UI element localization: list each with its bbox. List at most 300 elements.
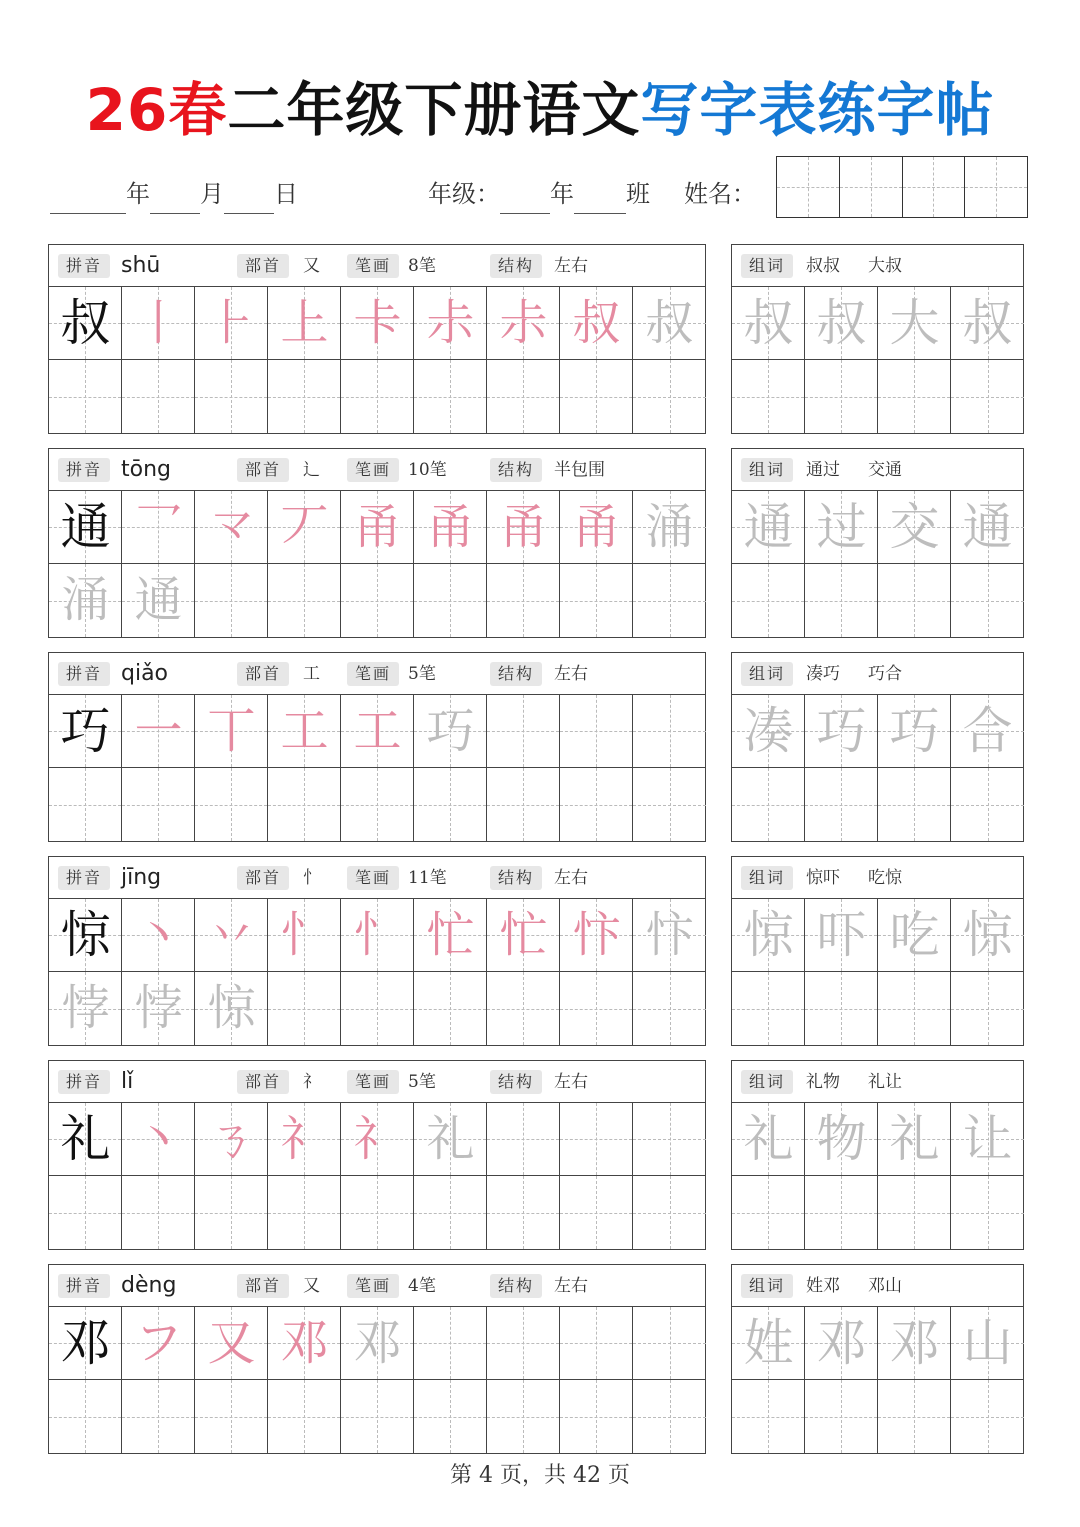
practice-cell[interactable] xyxy=(341,287,414,360)
char-panel xyxy=(48,1060,706,1250)
month-blank[interactable] xyxy=(150,183,200,214)
word-cell[interactable] xyxy=(951,1103,1024,1176)
practice-cell[interactable] xyxy=(487,360,560,433)
radical-label: 部首 xyxy=(237,1274,289,1298)
practice-cell[interactable] xyxy=(633,899,706,972)
word-cell[interactable] xyxy=(732,564,805,637)
stroke-step-character: 甬 xyxy=(426,499,475,555)
practice-cell[interactable] xyxy=(414,1307,487,1380)
stroke-step-character: 涌 xyxy=(645,499,694,555)
practice-cell[interactable] xyxy=(414,695,487,768)
trace-character: 吓 xyxy=(816,906,867,964)
trace-character: 山 xyxy=(962,1314,1013,1372)
stroke-step-character: 丶 xyxy=(134,907,183,963)
word-cell[interactable] xyxy=(732,899,805,972)
structure-value: 左右 xyxy=(554,1276,588,1296)
word-cell[interactable] xyxy=(878,491,951,564)
practice-cell[interactable] xyxy=(633,1380,706,1453)
strokes-value: 11笔 xyxy=(408,868,447,888)
word-cell[interactable] xyxy=(805,972,878,1045)
practice-cell[interactable] xyxy=(341,491,414,564)
word-cell[interactable] xyxy=(878,287,951,360)
name-cell[interactable] xyxy=(965,157,1027,217)
practice-cell[interactable] xyxy=(560,899,633,972)
words-label: 组词 xyxy=(741,254,793,278)
practice-cell[interactable] xyxy=(122,1176,195,1249)
grade-label: 年级： xyxy=(428,180,500,208)
stroke-step-character: 礼 xyxy=(426,1111,475,1167)
practice-cell[interactable] xyxy=(560,1103,633,1176)
practice-cell[interactable] xyxy=(268,1380,341,1453)
practice-cell[interactable] xyxy=(195,972,268,1045)
practice-cell[interactable] xyxy=(268,1307,341,1380)
word-cell[interactable] xyxy=(732,491,805,564)
word-cell[interactable] xyxy=(805,1103,878,1176)
word-cell[interactable] xyxy=(878,360,951,433)
trace-character: 姓 xyxy=(743,1314,794,1372)
practice-cell[interactable] xyxy=(49,695,122,768)
practice-cell[interactable] xyxy=(122,564,195,637)
name-cell[interactable] xyxy=(777,157,840,217)
word-cell[interactable] xyxy=(878,768,951,841)
practice-cell[interactable] xyxy=(487,1103,560,1176)
practice-cell[interactable] xyxy=(49,1103,122,1176)
grade-year-label: 年 xyxy=(550,180,574,208)
word-cell[interactable] xyxy=(951,899,1024,972)
pinyin-value: dèng xyxy=(121,1273,177,1298)
word-cell[interactable] xyxy=(805,899,878,972)
practice-cell[interactable] xyxy=(414,1380,487,1453)
word-cell[interactable] xyxy=(951,287,1024,360)
stroke-step-character: 忙 xyxy=(426,907,475,963)
stroke-step-character: 叔 xyxy=(645,295,694,351)
word-cell[interactable] xyxy=(878,695,951,768)
trace-character: 让 xyxy=(962,1110,1013,1168)
stroke-step-character: 甬 xyxy=(353,499,402,555)
day-blank[interactable] xyxy=(224,183,274,214)
word-2: 礼让 xyxy=(868,1072,902,1092)
word-cell[interactable] xyxy=(732,695,805,768)
words-panel xyxy=(731,1060,1024,1250)
char-panel xyxy=(48,856,706,1046)
char-info-header xyxy=(49,245,705,287)
stroke-step-character: 尗 xyxy=(499,295,548,351)
practice-cell[interactable] xyxy=(414,972,487,1045)
practice-cell[interactable] xyxy=(195,1380,268,1453)
radical-value: 又 xyxy=(303,1276,320,1296)
practice-cell[interactable] xyxy=(414,564,487,637)
grade-year-blank[interactable] xyxy=(500,183,550,214)
strokes-label: 笔画 xyxy=(347,1274,399,1298)
trace-character: 邓 xyxy=(889,1314,940,1372)
practice-cell[interactable] xyxy=(633,1307,706,1380)
stroke-step-character: 丷 xyxy=(207,907,256,963)
year-label: 年 xyxy=(126,180,150,208)
practice-cell[interactable] xyxy=(122,1380,195,1453)
words-header xyxy=(732,245,1023,287)
stroke-step-character: 忄 xyxy=(353,907,402,963)
practice-cell[interactable] xyxy=(49,899,122,972)
structure-value: 左右 xyxy=(554,256,588,276)
trace-character: 叔 xyxy=(816,294,867,352)
stroke-step-character: 丆 xyxy=(280,499,329,555)
title-part-black: 二年级下册语文 xyxy=(227,76,641,144)
practice-cell[interactable] xyxy=(49,564,122,637)
char-info-header xyxy=(49,653,705,695)
stroke-step-character: 又 xyxy=(207,1315,256,1371)
stroke-step-character: ⺊ xyxy=(207,295,256,351)
practice-cell[interactable] xyxy=(487,899,560,972)
word-2: 交通 xyxy=(868,460,902,480)
trace-character: 礼 xyxy=(743,1110,794,1168)
practice-cell[interactable] xyxy=(633,695,706,768)
trace-character: 惊 xyxy=(743,906,794,964)
title-part-blue: 写字表练字帖 xyxy=(640,76,995,144)
structure-value: 半包围 xyxy=(554,460,605,480)
practice-cell[interactable] xyxy=(560,564,633,637)
word-cell[interactable] xyxy=(805,491,878,564)
word-cell[interactable] xyxy=(805,768,878,841)
structure-label: 结构 xyxy=(490,1274,542,1298)
trace-character: 物 xyxy=(816,1110,867,1168)
practice-cell[interactable] xyxy=(268,564,341,637)
name-cell[interactable] xyxy=(903,157,966,217)
practice-cell[interactable] xyxy=(560,768,633,841)
pinyin-value: qiǎo xyxy=(121,661,169,686)
radical-value: 辶 xyxy=(303,460,320,480)
practice-cell[interactable] xyxy=(195,1103,268,1176)
strokes-value: 4笔 xyxy=(408,1276,436,1296)
practice-cell[interactable] xyxy=(560,1380,633,1453)
word-cell[interactable] xyxy=(951,360,1024,433)
words-header xyxy=(732,449,1023,491)
stroke-step-character: 一 xyxy=(134,703,183,759)
practice-cell[interactable] xyxy=(414,899,487,972)
word-cell[interactable] xyxy=(951,564,1024,637)
radical-label: 部首 xyxy=(237,1070,289,1094)
structure-label: 结构 xyxy=(490,662,542,686)
stroke-step-character: ㄋ xyxy=(207,1111,256,1167)
practice-cell[interactable] xyxy=(487,1380,560,1453)
radical-label: 部首 xyxy=(237,254,289,278)
pinyin-label: 拼音 xyxy=(58,254,110,278)
char-panel xyxy=(48,652,706,842)
word-cell[interactable] xyxy=(878,899,951,972)
day-label: 日 xyxy=(274,180,298,208)
words-label: 组词 xyxy=(741,458,793,482)
grade-class-blank[interactable] xyxy=(574,183,626,214)
practice-cell[interactable] xyxy=(560,1176,633,1249)
practice-cell[interactable] xyxy=(414,287,487,360)
trace-character: 叔 xyxy=(743,294,794,352)
structure-label: 结构 xyxy=(490,458,542,482)
word-cell[interactable] xyxy=(951,491,1024,564)
year-blank[interactable] xyxy=(50,183,126,214)
practice-cell[interactable] xyxy=(122,1103,195,1176)
name-label: 姓名： xyxy=(684,180,756,208)
word-cell[interactable] xyxy=(951,1307,1024,1380)
stroke-step-character: 涌 xyxy=(61,572,110,628)
word-2: 大叔 xyxy=(868,256,902,276)
pinyin-value: jīng xyxy=(121,865,162,890)
practice-cell[interactable] xyxy=(49,972,122,1045)
pinyin-label: 拼音 xyxy=(58,866,110,890)
word-cell[interactable] xyxy=(805,360,878,433)
practice-cell[interactable] xyxy=(341,1176,414,1249)
word-cell[interactable] xyxy=(732,1380,805,1453)
practice-cell[interactable] xyxy=(633,564,706,637)
practice-cell[interactable] xyxy=(487,768,560,841)
practice-cell[interactable] xyxy=(341,1307,414,1380)
practice-cell[interactable] xyxy=(414,768,487,841)
trace-character: 邓 xyxy=(816,1314,867,1372)
practice-cell[interactable] xyxy=(122,695,195,768)
practice-cell[interactable] xyxy=(268,1176,341,1249)
practice-cell[interactable] xyxy=(195,695,268,768)
word-cell[interactable] xyxy=(951,972,1024,1045)
strokes-label: 笔画 xyxy=(347,458,399,482)
practice-cell[interactable] xyxy=(560,972,633,1045)
words-header xyxy=(732,653,1023,695)
practice-cell[interactable] xyxy=(122,1307,195,1380)
words-panel xyxy=(731,448,1024,638)
practice-cell[interactable] xyxy=(633,360,706,433)
word-1: 通过 xyxy=(806,460,840,480)
practice-cell[interactable] xyxy=(195,1176,268,1249)
pinyin-value: tōng xyxy=(121,457,171,482)
trace-character: 惊 xyxy=(962,906,1013,964)
stroke-step-character: 工 xyxy=(280,703,329,759)
word-cell[interactable] xyxy=(732,1176,805,1249)
structure-value: 左右 xyxy=(554,664,588,684)
word-cell[interactable] xyxy=(878,1380,951,1453)
practice-cell[interactable] xyxy=(195,287,268,360)
stroke-step-character: 工 xyxy=(353,703,402,759)
word-cell[interactable] xyxy=(805,695,878,768)
stroke-step-character: 忭 xyxy=(645,907,694,963)
word-cell[interactable] xyxy=(732,1307,805,1380)
practice-cell[interactable] xyxy=(341,1380,414,1453)
word-2: 邓山 xyxy=(868,1276,902,1296)
char-info-header xyxy=(49,1061,705,1103)
practice-cell[interactable] xyxy=(268,360,341,433)
word-cell[interactable] xyxy=(805,287,878,360)
trace-character: 过 xyxy=(816,498,867,556)
word-cell[interactable] xyxy=(878,1307,951,1380)
trace-character: 合 xyxy=(962,702,1013,760)
stroke-step-character: 丅 xyxy=(207,703,256,759)
date-line xyxy=(50,174,298,214)
practice-cell[interactable] xyxy=(49,491,122,564)
stroke-step-character: 丶 xyxy=(134,1111,183,1167)
practice-cell[interactable] xyxy=(49,360,122,433)
practice-cell[interactable] xyxy=(49,287,122,360)
radical-label: 部首 xyxy=(237,458,289,482)
practice-cell[interactable] xyxy=(122,768,195,841)
word-cell[interactable] xyxy=(805,564,878,637)
trace-character: 吃 xyxy=(889,906,940,964)
practice-cell[interactable] xyxy=(560,491,633,564)
radical-value: 工 xyxy=(303,664,320,684)
practice-cell[interactable] xyxy=(560,695,633,768)
strokes-label: 笔画 xyxy=(347,1070,399,1094)
word-cell[interactable] xyxy=(805,1176,878,1249)
stroke-step-character: フ xyxy=(134,1315,183,1371)
char-info-header xyxy=(49,857,705,899)
practice-cell[interactable] xyxy=(195,1307,268,1380)
practice-cell[interactable] xyxy=(487,695,560,768)
pinyin-value: shū xyxy=(121,253,161,278)
practice-cell[interactable] xyxy=(122,491,195,564)
strokes-value: 5笔 xyxy=(408,1072,436,1092)
stroke-step-character: 卡 xyxy=(353,295,402,351)
practice-cell[interactable] xyxy=(487,564,560,637)
model-character: 巧 xyxy=(60,702,111,760)
practice-cell[interactable] xyxy=(341,360,414,433)
word-cell[interactable] xyxy=(951,768,1024,841)
practice-cell[interactable] xyxy=(268,768,341,841)
name-cell[interactable] xyxy=(840,157,903,217)
word-cell[interactable] xyxy=(732,360,805,433)
word-cell[interactable] xyxy=(951,1380,1024,1453)
stroke-step-character: 上 xyxy=(280,295,329,351)
stroke-step-character: 丨 xyxy=(134,295,183,351)
practice-cell[interactable] xyxy=(560,1307,633,1380)
stroke-step-character: 通 xyxy=(134,572,183,628)
practice-cell[interactable] xyxy=(49,1307,122,1380)
practice-cell[interactable] xyxy=(268,972,341,1045)
word-cell[interactable] xyxy=(732,1103,805,1176)
practice-cell[interactable] xyxy=(414,1103,487,1176)
word-cell[interactable] xyxy=(878,1176,951,1249)
practice-cell[interactable] xyxy=(487,491,560,564)
words-label: 组词 xyxy=(741,866,793,890)
trace-character: 礼 xyxy=(889,1110,940,1168)
word-cell[interactable] xyxy=(951,695,1024,768)
stroke-step-character: 忙 xyxy=(499,907,548,963)
practice-cell[interactable] xyxy=(268,899,341,972)
word-cell[interactable] xyxy=(878,564,951,637)
practice-cell[interactable] xyxy=(195,360,268,433)
word-1: 叔叔 xyxy=(806,256,840,276)
practice-cell[interactable] xyxy=(49,1176,122,1249)
practice-cell[interactable] xyxy=(195,564,268,637)
practice-cell[interactable] xyxy=(122,899,195,972)
word-cell[interactable] xyxy=(805,1307,878,1380)
model-character: 礼 xyxy=(60,1110,111,1168)
grade-class-label: 班 xyxy=(626,180,650,208)
practice-cell[interactable] xyxy=(122,287,195,360)
practice-cell[interactable] xyxy=(341,899,414,972)
trace-character: 通 xyxy=(962,498,1013,556)
model-character: 邓 xyxy=(60,1314,111,1372)
word-cell[interactable] xyxy=(732,972,805,1045)
words-panel xyxy=(731,1264,1024,1454)
practice-cell[interactable] xyxy=(268,491,341,564)
word-cell[interactable] xyxy=(732,768,805,841)
words-panel xyxy=(731,244,1024,434)
pinyin-label: 拼音 xyxy=(58,1070,110,1094)
practice-cell[interactable] xyxy=(195,768,268,841)
structure-label: 结构 xyxy=(490,254,542,278)
practice-cell[interactable] xyxy=(487,972,560,1045)
practice-cell[interactable] xyxy=(633,972,706,1045)
practice-cell[interactable] xyxy=(633,1176,706,1249)
stroke-step-character: 礻 xyxy=(353,1111,402,1167)
practice-cell[interactable] xyxy=(414,491,487,564)
stroke-step-character: 悖 xyxy=(134,980,183,1036)
practice-cell[interactable] xyxy=(122,360,195,433)
structure-value: 左右 xyxy=(554,1072,588,1092)
practice-cell[interactable] xyxy=(633,287,706,360)
practice-cell[interactable] xyxy=(560,360,633,433)
words-header xyxy=(732,1265,1023,1307)
model-character: 惊 xyxy=(60,906,111,964)
practice-cell[interactable] xyxy=(414,360,487,433)
practice-cell[interactable] xyxy=(49,1380,122,1453)
practice-cell[interactable] xyxy=(633,768,706,841)
trace-character: 凑 xyxy=(743,702,794,760)
strokes-label: 笔画 xyxy=(347,254,399,278)
trace-character: 通 xyxy=(743,498,794,556)
practice-cell[interactable] xyxy=(414,1176,487,1249)
word-2: 巧合 xyxy=(868,664,902,684)
practice-cell[interactable] xyxy=(487,1176,560,1249)
word-cell[interactable] xyxy=(878,972,951,1045)
radical-value: 又 xyxy=(303,256,320,276)
char-panel xyxy=(48,448,706,638)
radical-label: 部首 xyxy=(237,866,289,890)
practice-cell[interactable] xyxy=(49,768,122,841)
practice-cell[interactable] xyxy=(341,695,414,768)
practice-cell[interactable] xyxy=(268,1103,341,1176)
name-grid[interactable] xyxy=(776,156,1028,218)
word-cell[interactable] xyxy=(878,1103,951,1176)
practice-cell[interactable] xyxy=(487,287,560,360)
practice-cell[interactable] xyxy=(487,1307,560,1380)
pinyin-value: lǐ xyxy=(121,1069,134,1094)
practice-cell[interactable] xyxy=(268,287,341,360)
strokes-value: 5笔 xyxy=(408,664,436,684)
practice-cell[interactable] xyxy=(341,564,414,637)
practice-cell[interactable] xyxy=(195,491,268,564)
practice-cell[interactable] xyxy=(195,899,268,972)
word-1: 礼物 xyxy=(806,1072,840,1092)
radical-value: 礻 xyxy=(303,1072,320,1092)
practice-cell[interactable] xyxy=(122,972,195,1045)
practice-cell[interactable] xyxy=(268,695,341,768)
word-cell[interactable] xyxy=(951,1176,1024,1249)
practice-cell[interactable] xyxy=(560,287,633,360)
month-label: 月 xyxy=(200,180,224,208)
stroke-step-character: 尗 xyxy=(426,295,475,351)
grade-line xyxy=(428,174,756,214)
practice-cell[interactable] xyxy=(341,972,414,1045)
practice-cell[interactable] xyxy=(341,768,414,841)
word-2: 吃惊 xyxy=(868,868,902,888)
strokes-value: 10笔 xyxy=(408,460,447,480)
stroke-step-character: 忭 xyxy=(572,907,621,963)
practice-cell[interactable] xyxy=(633,491,706,564)
trace-character: 交 xyxy=(889,498,940,556)
practice-cell[interactable] xyxy=(341,1103,414,1176)
practice-cell[interactable] xyxy=(633,1103,706,1176)
word-cell[interactable] xyxy=(805,1380,878,1453)
stroke-step-character: 乛 xyxy=(134,499,183,555)
word-cell[interactable] xyxy=(732,287,805,360)
radical-value: 忄 xyxy=(303,868,320,888)
radical-label: 部首 xyxy=(237,662,289,686)
